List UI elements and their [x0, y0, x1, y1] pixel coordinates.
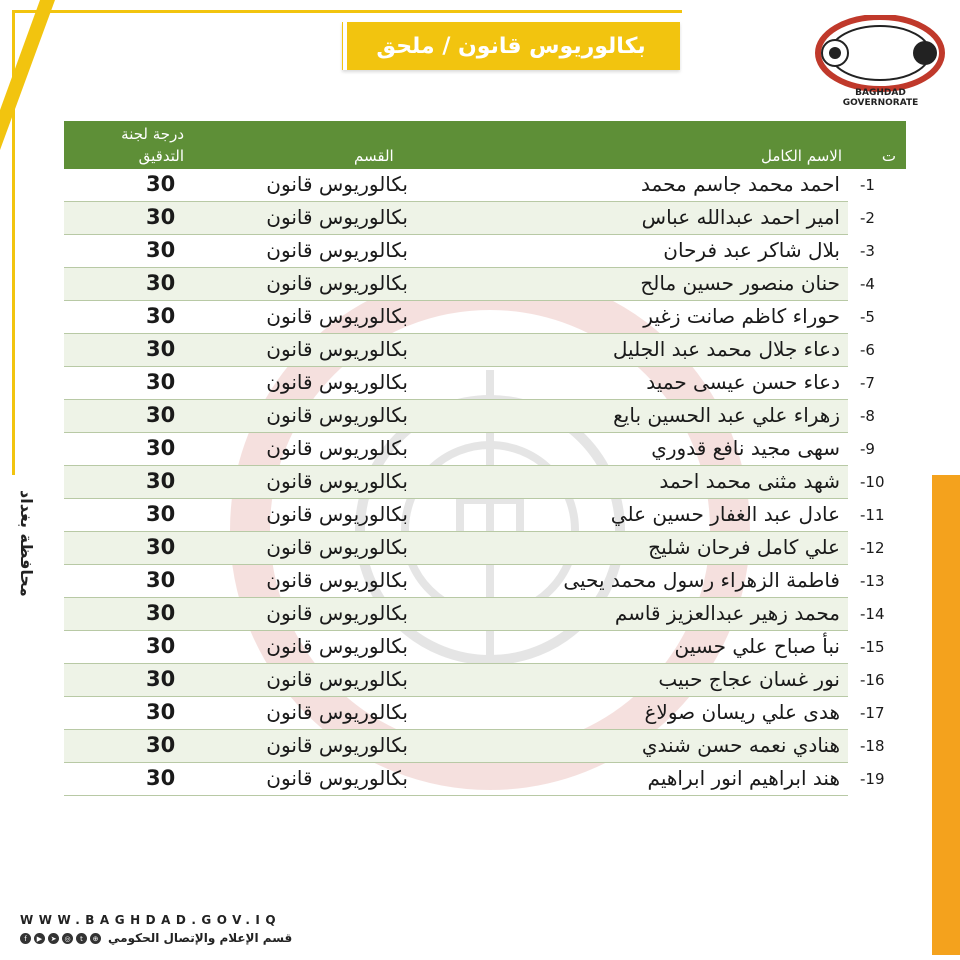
header-name: الاسم الكامل — [760, 147, 842, 165]
cell-dept: بكالوريوس قانون — [266, 469, 408, 493]
page-title-banner — [342, 22, 680, 70]
facebook-icon[interactable]: f — [20, 933, 31, 944]
cell-name: علي كامل فرحان شليج — [648, 535, 840, 559]
cell-name: فاطمة الزهراء رسول محمد يحيى — [563, 568, 840, 592]
cell-name: دعاء حسن عيسى حميد — [646, 370, 840, 394]
cell-num: -8 — [860, 407, 875, 425]
side-brand-calligraphy: محافظة بغداد — [17, 490, 36, 597]
table-row — [64, 169, 906, 202]
table-row — [64, 664, 906, 697]
table-row — [64, 763, 906, 796]
footer-department: قسم الإعلام والإتصال الحكومي — [108, 931, 293, 945]
cell-dept: بكالوريوس قانون — [266, 766, 408, 790]
cell-grade: 30 — [146, 667, 176, 691]
cell-dept: بكالوريوس قانون — [266, 733, 408, 757]
logo-caption: BAGHDAD GOVERNORATE — [842, 88, 919, 108]
cell-name: نبأ صباح علي حسين — [674, 634, 840, 658]
cell-num: -7 — [860, 374, 875, 392]
cell-grade: 30 — [146, 271, 176, 295]
cell-dept: بكالوريوس قانون — [266, 337, 408, 361]
cell-num: -18 — [860, 737, 885, 755]
cell-dept: بكالوريوس قانون — [266, 667, 408, 691]
cell-num: -16 — [860, 671, 885, 689]
cell-dept: بكالوريوس قانون — [266, 370, 408, 394]
footer-website[interactable]: WWW.BAGHDAD.GOV.IQ — [20, 913, 282, 927]
cell-grade: 30 — [146, 733, 176, 757]
table-row — [64, 532, 906, 565]
cell-grade: 30 — [146, 535, 176, 559]
cell-name: احمد محمد جاسم محمد — [641, 172, 840, 196]
table-row — [64, 301, 906, 334]
cell-num: -2 — [860, 209, 875, 227]
cell-dept: بكالوريوس قانون — [266, 436, 408, 460]
cell-dept: بكالوريوس قانون — [266, 700, 408, 724]
cell-dept: بكالوريوس قانون — [266, 205, 408, 229]
cell-dept: بكالوريوس قانون — [266, 271, 408, 295]
cell-grade: 30 — [146, 601, 176, 625]
cell-name: هنادي نعمه حسن شندي — [641, 733, 840, 757]
cell-grade: 30 — [146, 634, 176, 658]
cell-grade: 30 — [146, 568, 176, 592]
table-row — [64, 268, 906, 301]
cell-name: نور غسان عجاج حبيب — [658, 667, 840, 691]
cell-num: -3 — [860, 242, 875, 260]
frame-left-line — [12, 10, 15, 475]
cell-grade: 30 — [146, 238, 176, 262]
cell-num: -10 — [860, 473, 885, 491]
cell-dept: بكالوريوس قانون — [266, 535, 408, 559]
table-row — [64, 697, 906, 730]
header-num: ت — [881, 147, 896, 165]
cell-grade: 30 — [146, 436, 176, 460]
cell-num: -4 — [860, 275, 875, 293]
header-dept: القسم — [354, 147, 394, 165]
cell-name: دعاء جلال محمد عبد الجليل — [612, 337, 840, 361]
table-row — [64, 598, 906, 631]
cell-num: -9 — [860, 440, 875, 458]
cell-num: -14 — [860, 605, 885, 623]
table-row — [64, 631, 906, 664]
cell-dept: بكالوريوس قانون — [266, 502, 408, 526]
cell-name: امير احمد عبدالله عباس — [641, 205, 840, 229]
frame-right-bar — [932, 475, 960, 955]
cell-name: شهد مثنى محمد احمد — [659, 469, 840, 493]
table-header — [64, 121, 906, 169]
cell-num: -19 — [860, 770, 885, 788]
cell-num: -5 — [860, 308, 875, 326]
cell-grade: 30 — [146, 337, 176, 361]
header-grade — [74, 123, 184, 167]
cell-grade: 30 — [146, 502, 176, 526]
title-accent — [343, 22, 347, 70]
table-row — [64, 367, 906, 400]
cell-num: -13 — [860, 572, 885, 590]
cell-dept: بكالوريوس قانون — [266, 634, 408, 658]
twitter-icon[interactable]: t — [76, 933, 87, 944]
frame-corner-inner — [0, 0, 40, 110]
cell-name: سهى مجيد نافع قدوري — [651, 436, 840, 460]
cell-dept: بكالوريوس قانون — [266, 304, 408, 328]
cell-dept: بكالوريوس قانون — [266, 172, 408, 196]
cell-grade: 30 — [146, 172, 176, 196]
table-row — [64, 433, 906, 466]
cell-dept: بكالوريوس قانون — [266, 238, 408, 262]
table-row — [64, 202, 906, 235]
cell-grade: 30 — [146, 304, 176, 328]
table-body — [64, 169, 906, 796]
cell-name: حوراء كاظم صانت زغير — [643, 304, 840, 328]
cell-name: محمد زهير عبدالعزيز قاسم — [614, 601, 840, 625]
cell-name: هند ابراهيم انور ابراهيم — [647, 766, 840, 790]
telegram-icon[interactable]: ➤ — [48, 933, 59, 944]
table-row — [64, 235, 906, 268]
cell-name: حنان منصور حسين مالح — [640, 271, 840, 295]
cell-name: هدى علي ريسان صولاغ — [644, 700, 840, 724]
cell-grade: 30 — [146, 766, 176, 790]
cell-grade: 30 — [146, 700, 176, 724]
cell-grade: 30 — [146, 469, 176, 493]
footer-social-icons — [20, 933, 101, 944]
cell-num: -6 — [860, 341, 875, 359]
baghdad-governorate-logo — [815, 15, 945, 95]
cell-name: بلال شاكر عبد فرحان — [663, 238, 840, 262]
cell-num: -17 — [860, 704, 885, 722]
cell-grade: 30 — [146, 370, 176, 394]
instagram-icon[interactable]: ◎ — [62, 933, 73, 944]
table-row — [64, 565, 906, 598]
table-row — [64, 334, 906, 367]
cell-num: -15 — [860, 638, 885, 656]
cell-grade: 30 — [146, 403, 176, 427]
cell-dept: بكالوريوس قانون — [266, 403, 408, 427]
cell-grade: 30 — [146, 205, 176, 229]
table-row — [64, 730, 906, 763]
table-row — [64, 466, 906, 499]
header-grade-line1: درجة لجنة — [121, 125, 184, 143]
header-grade-line2: التدقيق — [138, 147, 184, 165]
cell-dept: بكالوريوس قانون — [266, 568, 408, 592]
cell-dept: بكالوريوس قانون — [266, 601, 408, 625]
frame-top-line — [12, 10, 682, 13]
page-title: بكالوريوس قانون / ملحق — [376, 33, 646, 59]
results-table — [64, 121, 906, 796]
table-row — [64, 400, 906, 433]
cell-num: -11 — [860, 506, 885, 524]
cell-name: عادل عبد الغفار حسين علي — [610, 502, 840, 526]
cell-num: -1 — [860, 176, 875, 194]
web-icon[interactable]: ⊕ — [90, 933, 101, 944]
youtube-icon[interactable]: ▶ — [34, 933, 45, 944]
cell-num: -12 — [860, 539, 885, 557]
table-row — [64, 499, 906, 532]
cell-name: زهراء علي عبد الحسين بايع — [613, 403, 840, 427]
